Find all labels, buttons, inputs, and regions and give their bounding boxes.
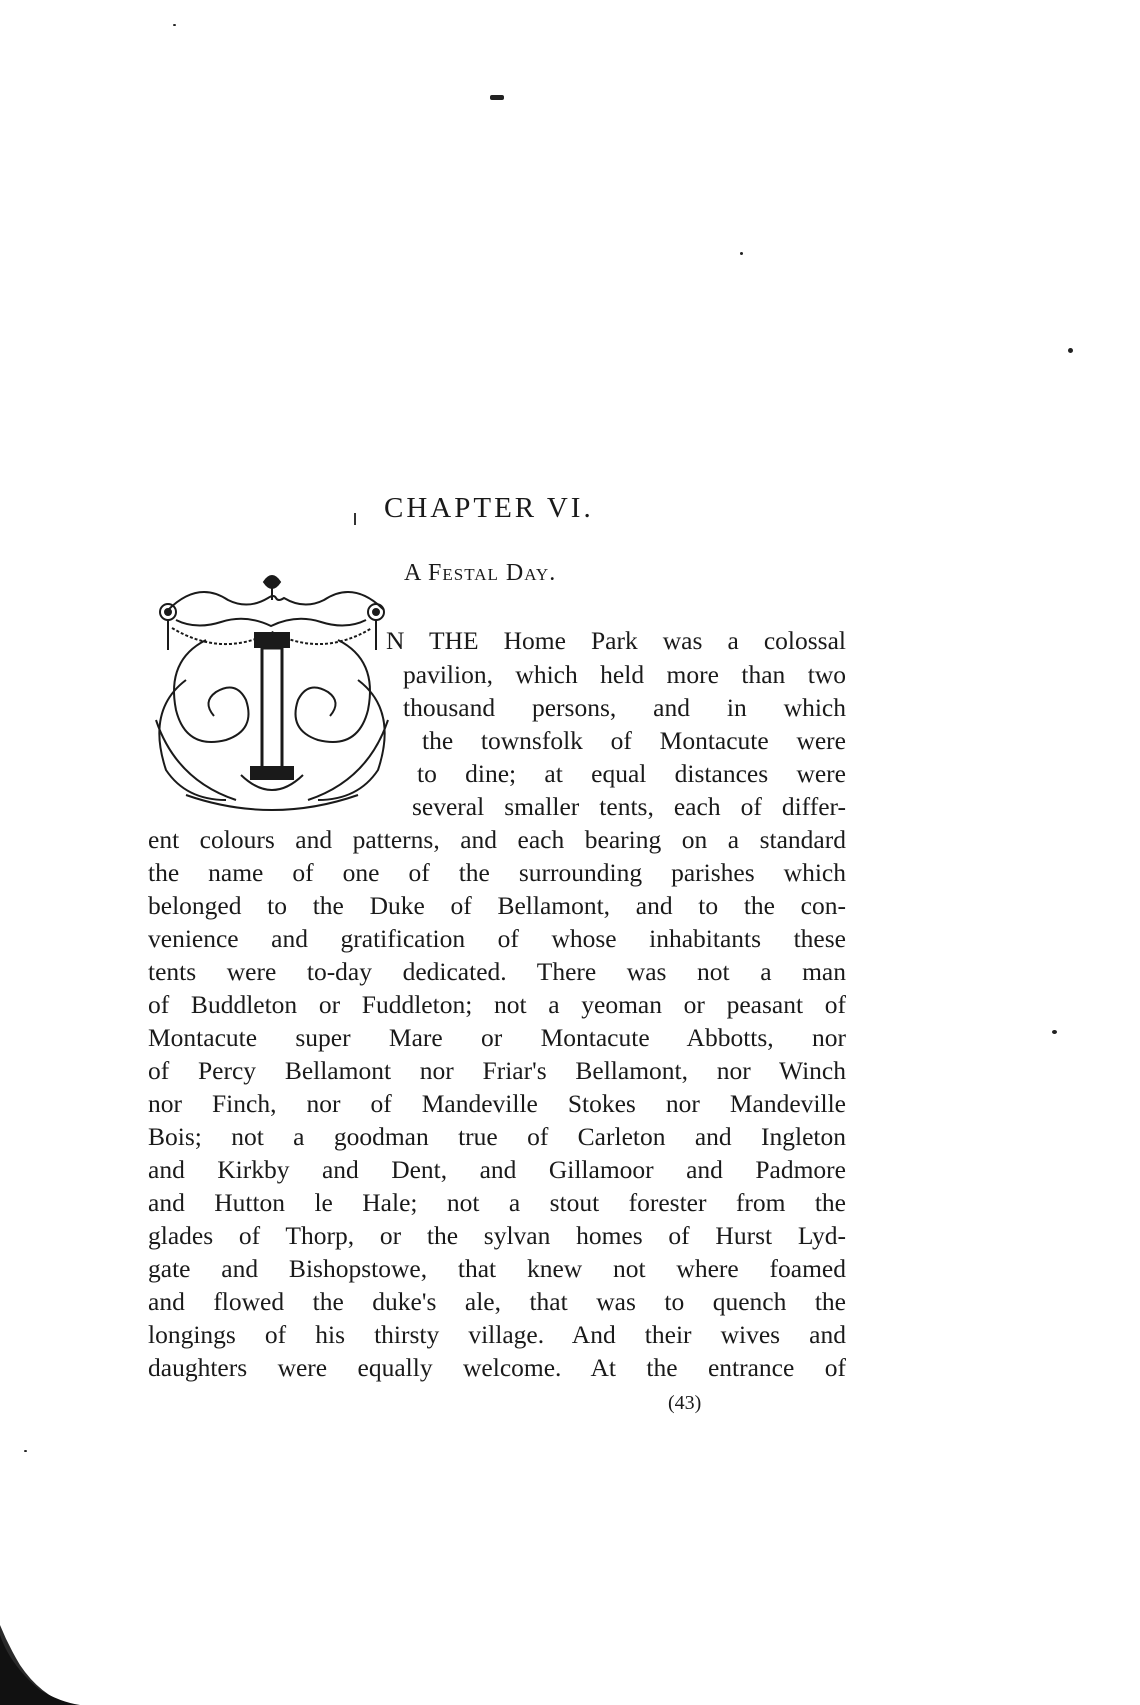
body-line: nor Finch, nor of Mandeville Stokes nor Mandeville (148, 1089, 846, 1118)
scan-speck (490, 95, 504, 100)
scan-speck (173, 24, 176, 26)
body-line: N THE Home Park was a colossal (386, 626, 846, 655)
scan-speck (1068, 348, 1073, 353)
scan-edge-shadow (0, 1615, 95, 1705)
body-line: of Percy Bellamont nor Friar's Bellamont, nor Winch (148, 1056, 846, 1085)
body-line: several smaller tents, each of differ- (412, 792, 846, 821)
body-line: to dine; at equal distances were (417, 759, 846, 788)
body-line: and flowed the duke's ale, that was to quench the (148, 1287, 846, 1316)
body-line: of Buddleton or Fuddleton; not a yeoman or peasant of (148, 990, 846, 1019)
body-line: pavilion, which held more than two (403, 660, 846, 689)
scan-mark (354, 513, 356, 525)
body-line: venience and gratification of whose inhabitants these (148, 924, 846, 953)
body-line: gate and Bishopstowe, that knew not where foamed (148, 1254, 846, 1283)
body-line: tents were to-day dedicated. There was not a man (148, 957, 846, 986)
body-line: and Hutton le Hale; not a stout forester from the (148, 1188, 846, 1217)
scan-speck (1052, 1030, 1057, 1034)
page-number: (43) (668, 1392, 702, 1414)
chapter-subtitle: A Festal Day. (404, 560, 557, 586)
scan-speck (740, 252, 743, 255)
body-line: Montacute super Mare or Montacute Abbotts, nor (148, 1023, 846, 1052)
body-line: Bois; not a goodman true of Carleton and Ingleton (148, 1122, 846, 1151)
body-line: glades of Thorp, or the sylvan homes of Hurst Lyd- (148, 1221, 846, 1250)
scan-speck (24, 1450, 27, 1452)
body-line: belonged to the Duke of Bellamont, and to the con- (148, 891, 846, 920)
body-line: and Kirkby and Dent, and Gillamoor and Padmore (148, 1155, 846, 1184)
chapter-heading: CHAPTER VI. (384, 492, 594, 524)
body-line: daughters were equally welcome. At the entrance of (148, 1353, 846, 1382)
body-line: the name of one of the surrounding parishes which (148, 858, 846, 887)
ornamental-initial-icon (146, 570, 398, 820)
body-line: longings of his thirsty village. And their wives and (148, 1320, 846, 1349)
body-line: thousand persons, and in which (403, 693, 846, 722)
body-line: ent colours and patterns, and each bearing on a standard (148, 825, 846, 854)
body-line: the townsfolk of Montacute were (422, 726, 846, 755)
